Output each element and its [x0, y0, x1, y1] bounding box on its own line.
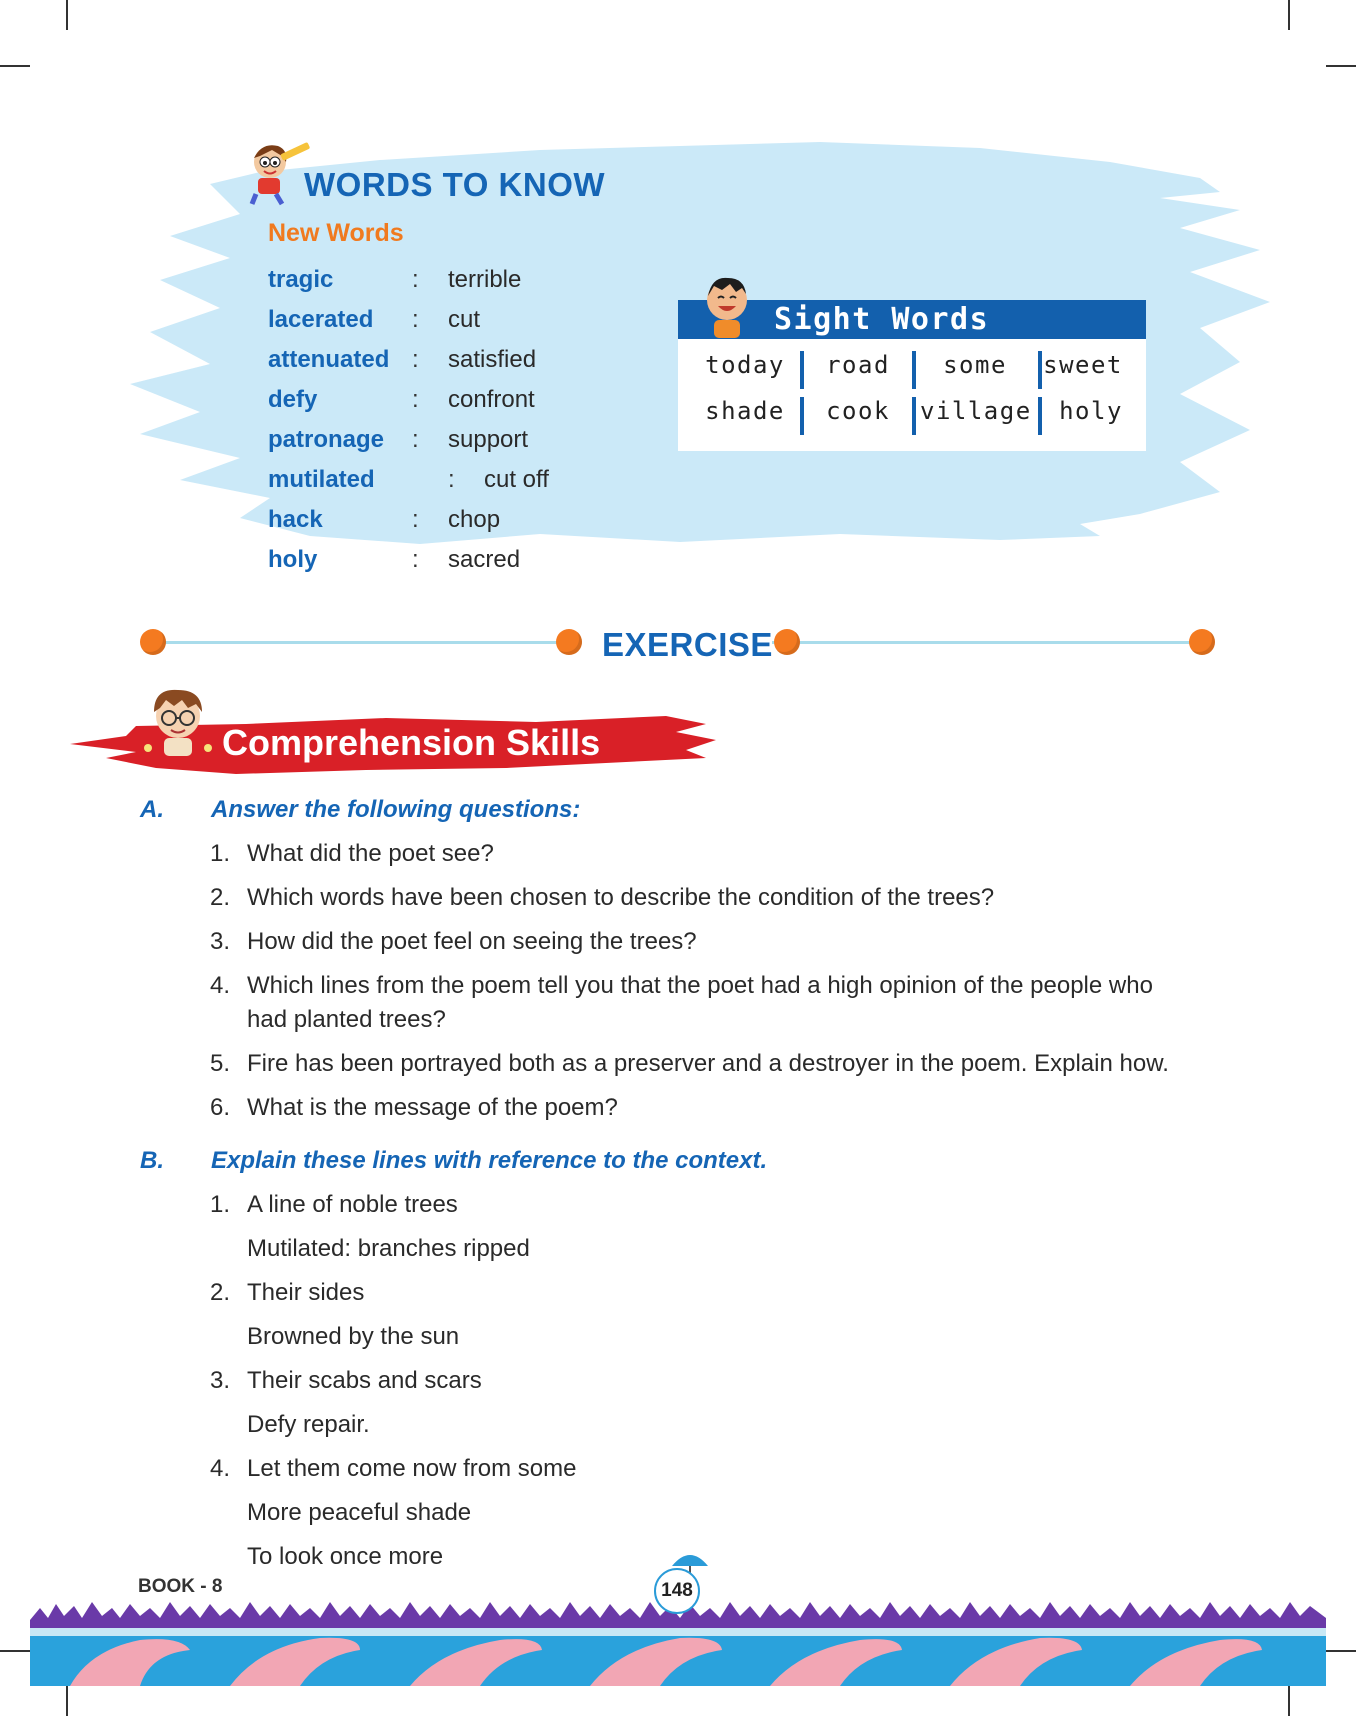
- sight-word: cook: [826, 397, 890, 425]
- sight-words-title: Sight Words: [774, 302, 990, 337]
- word-definition: satisfied: [448, 346, 537, 373]
- word-colon: :: [412, 546, 419, 573]
- crop-mark: [1326, 65, 1356, 67]
- word-term: lacerated: [268, 306, 374, 333]
- poem-line: A line of noble trees: [247, 1191, 458, 1218]
- word-term: holy: [268, 546, 318, 573]
- crop-mark: [66, 1686, 68, 1716]
- word-definition: support: [448, 426, 529, 453]
- word-definition: terrible: [448, 266, 522, 293]
- sight-separator: [1038, 397, 1042, 435]
- sight-words-grid: [678, 339, 1146, 451]
- crop-mark: [1288, 1686, 1290, 1716]
- sight-separator: [800, 351, 804, 389]
- word-definition: confront: [448, 386, 535, 413]
- divider-dot-icon: [140, 629, 166, 655]
- section-b-heading: Explain these lines with reference to the context.: [211, 1147, 768, 1174]
- section-b-letter: B.: [140, 1147, 164, 1174]
- poem-line: Browned by the sun: [247, 1323, 460, 1350]
- question-text: How did the poet feel on seeing the trees?: [247, 928, 697, 955]
- word-colon: :: [412, 346, 419, 373]
- smiling-boy-mascot-icon: [698, 270, 756, 340]
- word-term: hack: [268, 506, 323, 533]
- sight-word: sweet: [1043, 351, 1123, 379]
- divider-dot-icon: [556, 629, 582, 655]
- item-number: 3.: [210, 1367, 231, 1394]
- question-text: What is the message of the poem?: [247, 1094, 618, 1121]
- new-words-label: New Words: [268, 219, 404, 247]
- glasses-boy-mascot-icon: [136, 678, 222, 758]
- question-text: Fire has been portrayed both as a preserver and a destroyer in the poem. Explain how.: [247, 1050, 1169, 1077]
- sight-separator: [912, 397, 916, 435]
- poem-line: Mutilated: branches ripped: [247, 1235, 530, 1262]
- divider-dot-icon: [774, 629, 800, 655]
- poem-line: Let them come now from some: [247, 1455, 577, 1482]
- crop-mark: [0, 1650, 30, 1652]
- question-number: 2.: [210, 884, 231, 911]
- item-number: 2.: [210, 1279, 231, 1306]
- page-number: 148: [661, 1580, 693, 1601]
- sight-word: village: [920, 397, 1032, 425]
- question-number: 5.: [210, 1050, 231, 1077]
- question-number: 6.: [210, 1094, 231, 1121]
- pencil-boy-mascot-icon: [242, 140, 312, 206]
- poem-line: Defy repair.: [247, 1411, 370, 1438]
- word-colon: :: [412, 426, 419, 453]
- word-term: attenuated: [268, 346, 390, 373]
- word-term: tragic: [268, 266, 334, 293]
- word-definition: cut off: [484, 466, 549, 493]
- sight-word: some: [943, 351, 1007, 379]
- question-text: Which lines from the poem tell you that the poet had a high opinion of the people who: [247, 972, 1153, 999]
- poem-line: Their sides: [247, 1279, 365, 1306]
- divider-dot-icon: [1189, 629, 1215, 655]
- question-number: 1.: [210, 840, 231, 867]
- item-number: 4.: [210, 1455, 231, 1482]
- word-term: patronage: [268, 426, 385, 453]
- word-colon: :: [412, 266, 419, 293]
- item-number: 1.: [210, 1191, 231, 1218]
- book-label: BOOK - 8: [138, 1576, 223, 1597]
- word-term: mutilated: [268, 466, 375, 493]
- question-text: What did the poet see?: [247, 840, 494, 867]
- section-a-heading: Answer the following questions:: [211, 796, 581, 823]
- crop-mark: [1326, 1650, 1356, 1652]
- words-to-know-title: WORDS TO KNOW: [304, 166, 606, 203]
- question-number: 3.: [210, 928, 231, 955]
- question-number: 4.: [210, 972, 231, 999]
- sight-word: road: [826, 351, 890, 379]
- question-text-continued: had planted trees?: [247, 1006, 446, 1033]
- exercise-title: EXERCISE: [602, 626, 773, 663]
- section-a-letter: A.: [140, 796, 164, 823]
- crop-mark: [66, 0, 68, 30]
- word-colon: :: [412, 386, 419, 413]
- sight-separator: [1038, 351, 1042, 389]
- sight-separator: [800, 397, 804, 435]
- word-term: defy: [268, 386, 318, 413]
- comprehension-skills-title: Comprehension Skills: [222, 722, 601, 763]
- crop-mark: [1288, 0, 1290, 30]
- page-number-badge: [654, 1568, 700, 1614]
- sight-separator: [912, 351, 916, 389]
- word-definition: chop: [448, 506, 501, 533]
- word-definition: sacred: [448, 546, 521, 573]
- sight-word: today: [705, 351, 785, 379]
- question-text: Which words have been chosen to describe the condition of the trees?: [247, 884, 995, 911]
- word-colon: :: [412, 306, 419, 333]
- word-definition: cut: [448, 306, 481, 333]
- crop-mark: [0, 65, 30, 67]
- word-colon: :: [448, 466, 455, 493]
- sight-word: shade: [705, 397, 785, 425]
- poem-line: More peaceful shade: [247, 1499, 472, 1526]
- sight-word: holy: [1059, 397, 1123, 425]
- poem-line: To look once more: [247, 1543, 444, 1570]
- exercise-title-wrap: [582, 626, 772, 662]
- word-colon: :: [412, 506, 419, 533]
- poem-line: Their scabs and scars: [247, 1367, 482, 1394]
